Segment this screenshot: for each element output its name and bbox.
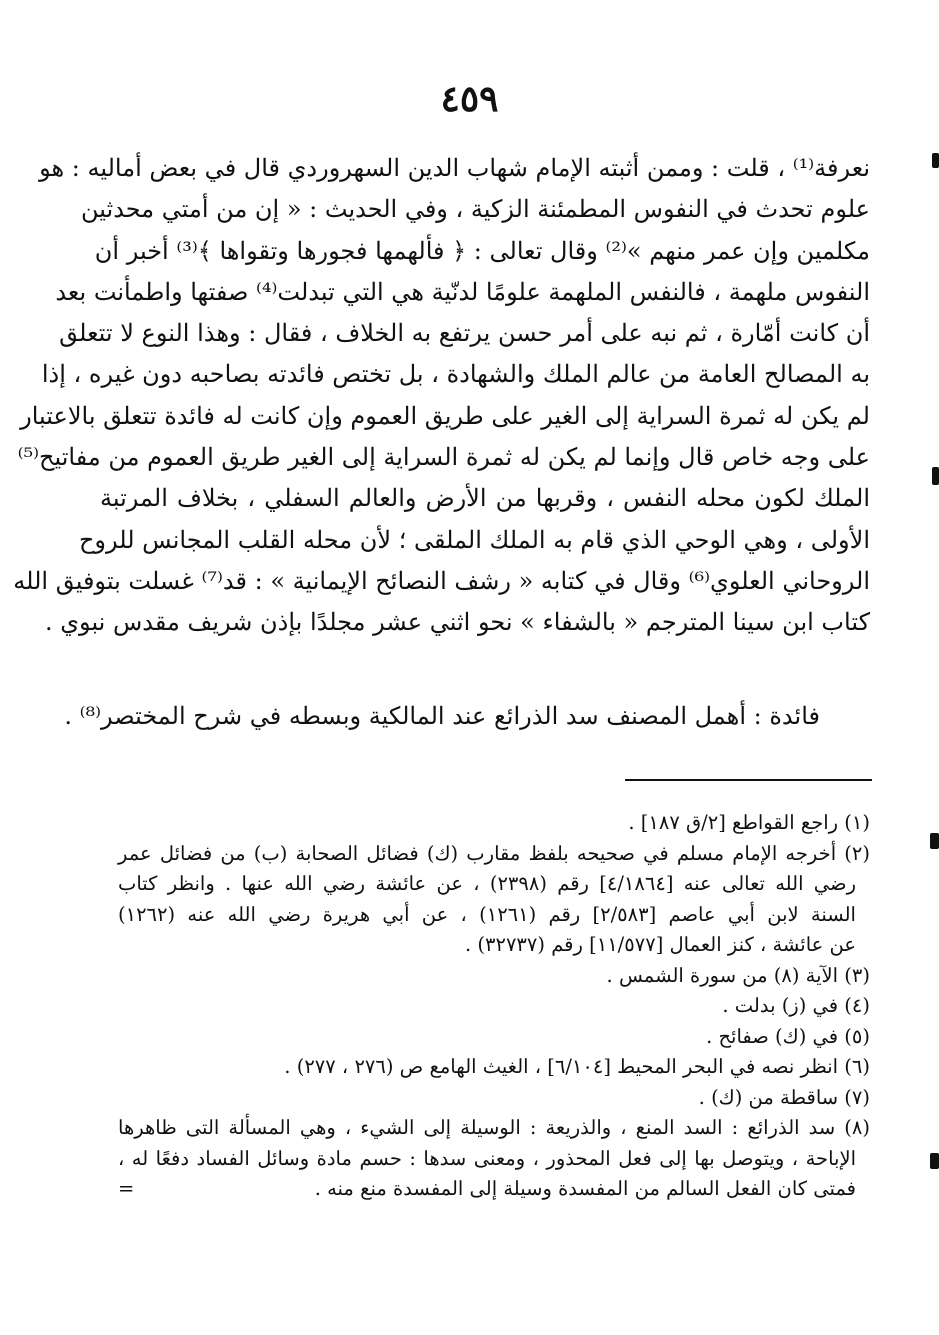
margin-mark xyxy=(930,833,939,849)
body-line: النفوس ملهمة ، فالنفس الملهمة علومًا لدنّية هي التي تبدلت⁽⁴⁾ صفتها واطمأنت بعد xyxy=(55,277,870,306)
body-line: أن كانت أمّارة ، ثم نبه على أمر حسن يرتفع به الخلاف ، فقال : وهذا النوع لا تتعلق xyxy=(59,319,870,348)
footnote-line: (٦) انظر نصه في البحر المحيط [٦/١٠٤] ، الغيث الهامع ص (٢٧٦ ، ٢٧٧) . xyxy=(284,1055,870,1078)
body-line: كتاب ابن سينا المترجم « بالشفاء » نحو اثني عشر مجلدًا بإذن شريف مقدس نبوي . xyxy=(45,608,870,637)
body-line: على وجه خاص قال وإنما لم يكن له ثمرة السراية إلى الغير طريق العموم من مفاتيح⁽⁵⁾ xyxy=(17,443,870,472)
body-line: علوم تحدث في النفوس المطمئنة الزكية ، وفي الحديث : « إن من أمتي محدثين xyxy=(81,195,870,224)
body-line: الملك لكون محله النفس ، وقربها من الأرض والعالم السفلي ، بخلاف المرتبة xyxy=(100,484,870,513)
footnote-line xyxy=(118,1174,870,1205)
body-line: به المصالح العامة من عالم الملك والشهادة ، بل تختص فائدته بصاحبه دون غيره ، إذا xyxy=(41,360,870,389)
footnote-line: السنة لابن أبي عاصم [٢/٥٨٣] رقم (١٢٦١) ، عن أبي هريرة رضي الله عنه (١٢٦٢) xyxy=(118,902,856,926)
body-line: الأولى ، وهي الوحي الذي قام به الملك الملقى ؛ لأن محله القلب المجانس للروح xyxy=(78,525,870,554)
footnote-line: (٢) أخرجه الإمام مسلم في صحيحه بلفظ مقارب (ك) فضائل الصحابة (ب) من فضائل عمر xyxy=(118,841,870,865)
footnote-line: (٥) في (ك) صفائح . xyxy=(706,1024,870,1048)
body-line: الروحاني العلوي⁽⁶⁾ وقال في كتابه « رشف النصائح الإيمانية » : قد⁽⁷⁾ غسلت بتوفيق الله xyxy=(13,566,870,595)
footnote-line: (٧) ساقطة من (ك) . xyxy=(698,1085,870,1109)
footnote-line-text: فمتى كان الفعل السالم من المفسدة وسيلة إلى المفسدة منع منه . xyxy=(314,1177,856,1200)
footnote-line: عن عائشة ، كنز العمال [١١/٥٧٧] رقم (٣٢٧٣٧) . xyxy=(465,933,856,956)
margin-mark xyxy=(930,1153,939,1169)
continuation-mark: = xyxy=(118,1177,135,1200)
body-line: نعرفة⁽¹⁾ ، قلت : وممن أثبته الإمام شهاب الدين السهروردي قال في بعض أماليه : هو xyxy=(39,154,870,182)
margin-mark xyxy=(932,467,939,485)
body-line: لم يكن له ثمرة السراية إلى الغير على طريق العموم وإن كانت له فائدة تتعلق بالاعتبار xyxy=(20,401,870,430)
body-line: مكلمين وإن عمر منهم »⁽²⁾ وقال تعالى : ﴿ فألهمها فجورها وتقواها ﴾⁽³⁾ أخبر أن xyxy=(94,236,870,265)
main-text xyxy=(13,148,870,644)
footnotes xyxy=(118,808,870,1205)
footnote-separator xyxy=(625,779,872,781)
footnote-line: (١) راجع القواطع [٢/ق ١٨٧] . xyxy=(628,811,870,834)
footnote-line: (٣) الآية (٨) من سورة الشمس . xyxy=(606,963,870,987)
footnote-line: الإباحة ، ويتوصل بها إلى فعل المحذور ، ومعنى سدها : حسم مادة وسائل الفساد دفعًا له ، xyxy=(118,1146,856,1170)
footnote-line: رضي الله تعالى عنه [٤/١٨٦٤] رقم (٢٣٩٨) ، عن عائشة رضي الله عنها . وانظر كتاب xyxy=(118,872,857,895)
page-number: ٤٥٩ xyxy=(440,78,499,120)
faida-note: فائدة : أهمل المصنف سد الذرائع عند المالكية وبسطه في شرح المختصر⁽⁸⁾ . xyxy=(64,702,820,730)
footnote-line: (٤) في (ز) بدلت . xyxy=(722,994,870,1017)
margin-mark xyxy=(932,153,939,168)
footnote-line: (٨) سد الذرائع : السد المنع ، والذريعة : الوسيلة إلى الشيء ، وهي المسألة التى ظاهرها xyxy=(118,1116,870,1139)
